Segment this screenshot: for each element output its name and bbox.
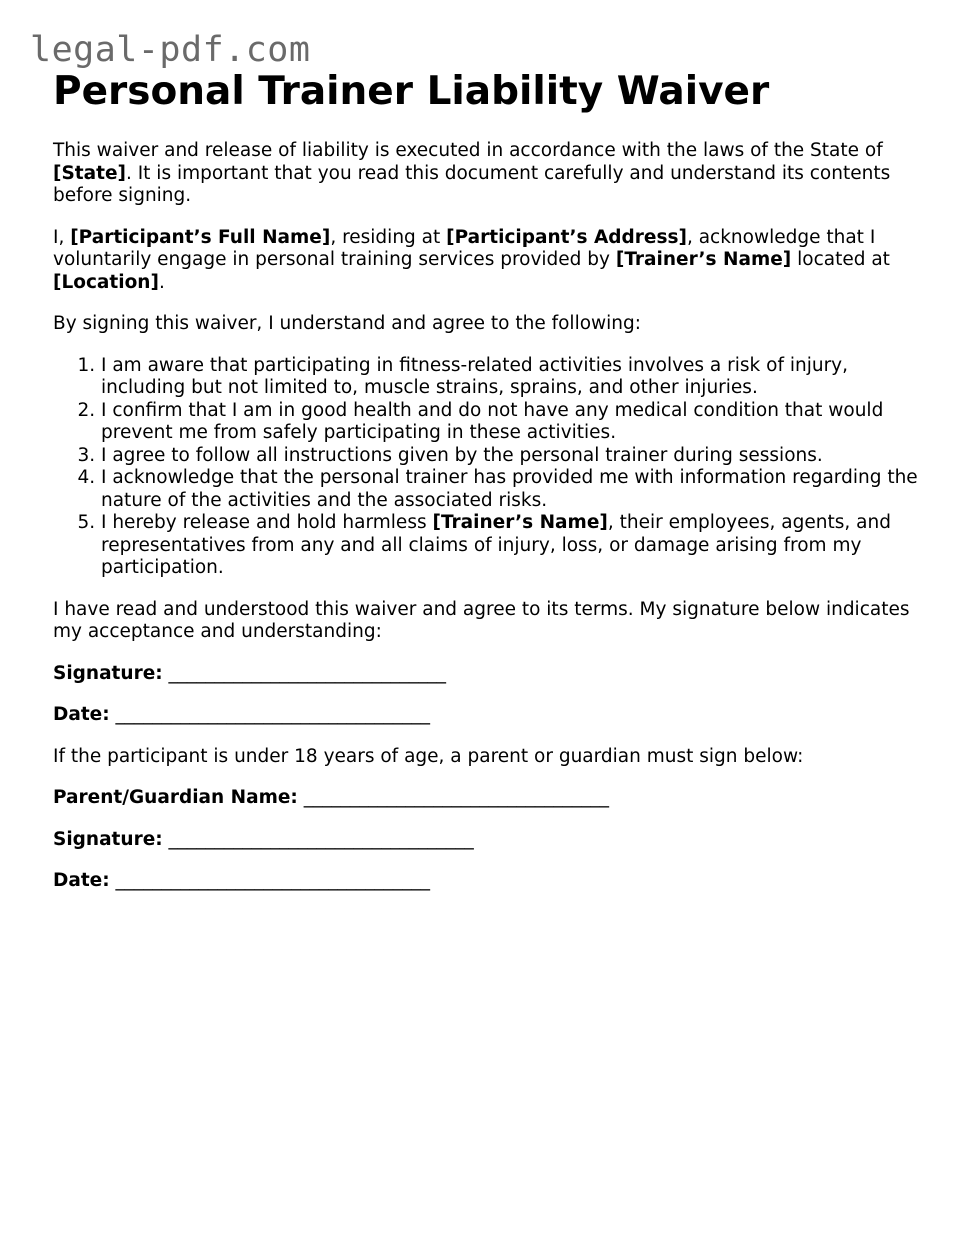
participant-address-placeholder: [Participant’s Address] (446, 226, 687, 248)
signature-label: Signature: (53, 662, 163, 684)
minor-note: If the participant is under 18 years of age, a parent or guardian must sign below: (53, 745, 804, 767)
document-page (53, 68, 923, 893)
acknowledgement-paragraph (53, 227, 923, 295)
guardian-signature-field[interactable] (53, 829, 923, 852)
intro-text-a: This waiver and release of liability is executed in accordance with the laws of the State of (53, 140, 883, 161)
document-title: Personal Trainer Liability Waiver (53, 69, 770, 114)
guardian-date-line[interactable]: __________________________________ (115, 870, 431, 891)
list-item: 1. I am aware that participating in fitness-related activities involves a risk of injury, including but not limited to, muscle strains, sprains, and other injuries. (101, 355, 923, 400)
ack-text-a: I, (53, 226, 71, 248)
guardian-signature-line[interactable]: _________________________________ (168, 828, 474, 850)
signature-field[interactable] (53, 663, 923, 686)
date-label: Date: (53, 704, 110, 725)
list-item: 3. I agree to follow all instructions given by the personal trainer during sessions. (101, 445, 923, 468)
guardian-name-label: Parent/Guardian Name: (53, 787, 298, 808)
ack-text-b: , residing at (330, 226, 447, 248)
location-placeholder: [Location] (53, 271, 159, 293)
guardian-signature-label: Signature: (53, 828, 163, 850)
intro-paragraph (53, 140, 923, 208)
trainer-name-placeholder: [Trainer’s Name] (615, 249, 792, 270)
date-field[interactable] (53, 704, 923, 727)
signature-line[interactable]: ______________________________ (168, 662, 447, 684)
list-item: 4. I acknowledge that the personal trainer has provided me with information regarding the nature of the activities and the associated risks. (101, 467, 923, 512)
ack-text-d: located at (791, 249, 890, 270)
watermark: legal-pdf.com (30, 30, 311, 70)
ack-text-c: , acknowledge that I voluntarily engage in personal training services provided by (53, 226, 876, 270)
participant-name-placeholder: [Participant’s Full Name] (70, 226, 331, 248)
guardian-name-field[interactable] (53, 787, 923, 810)
item5-text-b: , their employees, agents, and representatives from any and all claims of injury, loss, or damage arising from my participation. (101, 512, 891, 578)
state-placeholder: [State] (53, 162, 126, 184)
closing-paragraph: I have read and understood this waiver and agree to its terms. My signature below indicates my acceptance and understanding: (53, 598, 910, 642)
trainer-name-placeholder: [Trainer’s Name] (432, 512, 608, 533)
list-item: 2. I confirm that I am in good health and do not have any medical condition that would prevent me from safely participating in these activities. (101, 400, 923, 445)
item5-text-a: I hereby release and hold harmless (101, 512, 433, 533)
date-line[interactable]: __________________________________ (115, 704, 431, 725)
list-item (101, 512, 923, 580)
ack-text-e: . (158, 271, 165, 293)
guardian-name-line[interactable]: _________________________________ (303, 787, 609, 808)
agree-intro: By signing this waiver, I understand and agree to the following: (53, 313, 641, 334)
guardian-date-field[interactable] (53, 870, 923, 893)
terms-list (53, 355, 923, 580)
guardian-date-label: Date: (53, 870, 110, 891)
intro-text-b: . It is important that you read this document carefully and understand its contents before signing. (53, 162, 891, 206)
